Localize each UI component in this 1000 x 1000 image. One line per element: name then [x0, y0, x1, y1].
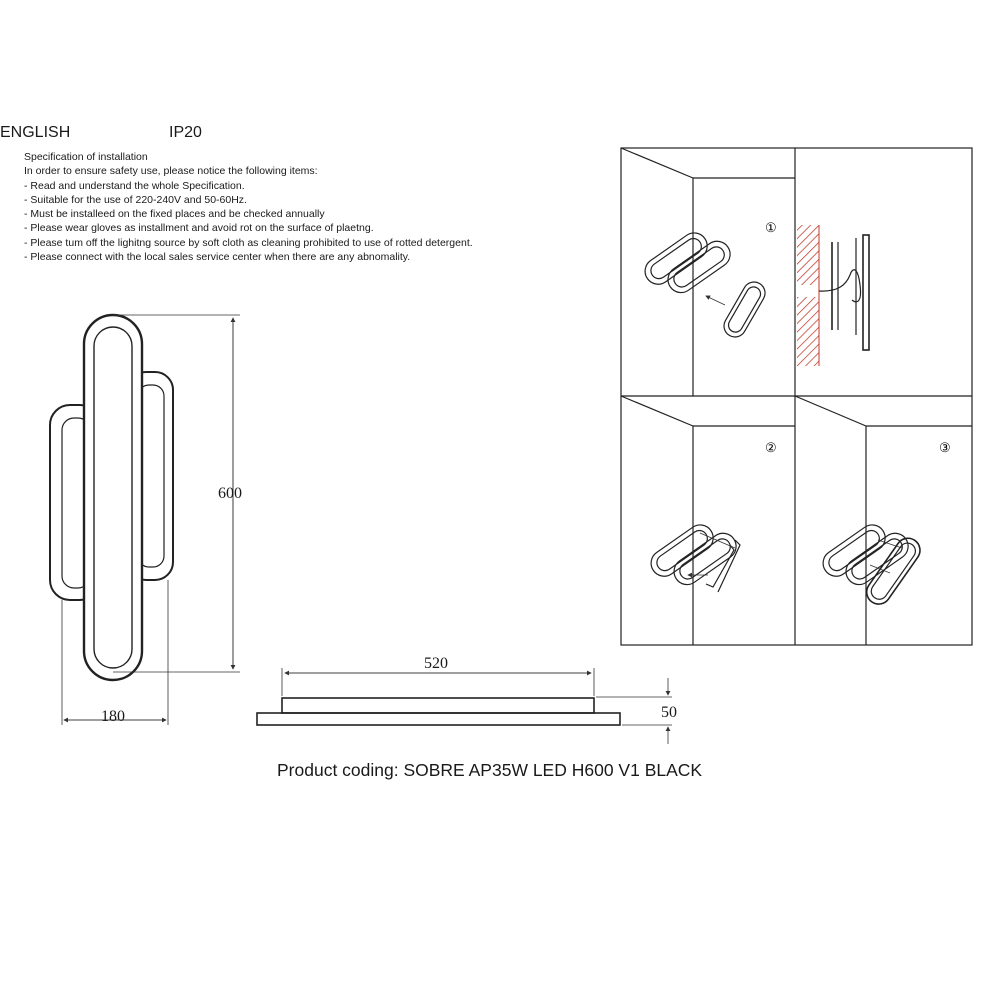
- side-view-drawing: [257, 698, 620, 725]
- spec-line: - Read and understand the whole Specification.: [24, 179, 245, 192]
- height-dimension: 600: [218, 485, 242, 502]
- spec-line: Specification of installation: [24, 151, 148, 163]
- width-dimension: 180: [101, 708, 125, 725]
- step-label: ②: [765, 440, 777, 455]
- spec-line: - Please connect with the local sales service center when there are any abnomality.: [24, 251, 411, 264]
- installation-steps: [621, 148, 972, 645]
- language-label: ENGLISH: [0, 124, 71, 141]
- spec-line: - Please wear gloves as installment and avoid rot on the surface of plaetng.: [24, 222, 374, 235]
- spec-line: - Please tum off the lighitng source by soft cloth as cleaning prohibited to use of rotted detergent.: [24, 236, 473, 249]
- spec-line: - Must be installeed on the fixed places and be checked annually: [24, 208, 325, 221]
- spec-line: In order to ensure safety use, please notice the following items:: [24, 165, 318, 178]
- step-label: ①: [765, 220, 777, 235]
- length-dimension: 520: [424, 655, 448, 672]
- front-view-drawing: [50, 315, 173, 680]
- step-label: ③: [939, 440, 951, 455]
- side-dimension-lines: [282, 668, 672, 744]
- ip-rating: IP20: [169, 124, 202, 141]
- depth-dimension: 50: [661, 704, 677, 721]
- spec-line: - Suitable for the use of 220-240V and 50-60Hz.: [24, 193, 247, 206]
- product-coding: Product coding: SOBRE AP35W LED H600 V1 BLACK: [277, 760, 703, 780]
